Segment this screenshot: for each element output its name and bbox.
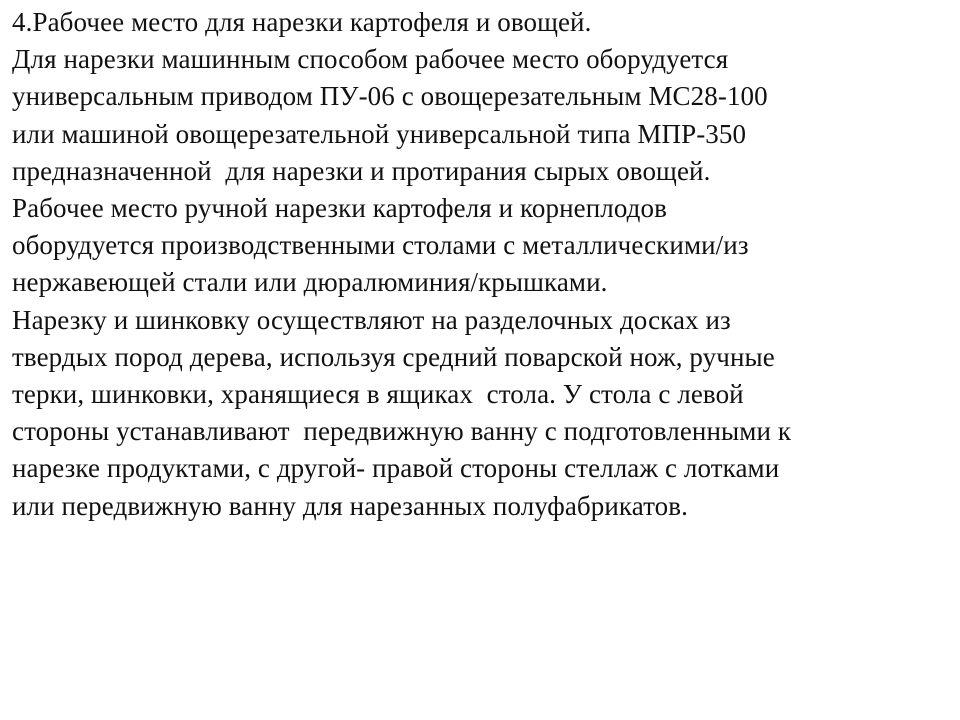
text-line: стороны устанавливают передвижную ванну с подготовленными к xyxy=(12,416,792,447)
text-line: универсальным приводом ПУ-06 с овощерезательным МС28-100 xyxy=(12,81,768,112)
text-line: нарезке продуктами, с другой- правой стороны стеллаж с лотками xyxy=(12,453,780,484)
text-line: предназначенной для нарезки и протирания сырых овощей. xyxy=(12,155,711,186)
body-text xyxy=(12,4,952,525)
text-line: Нарезку и шинковку осуществляют на разделочных досках из xyxy=(12,304,731,335)
text-line: Для нарезки машинным способом рабочее место оборудуется xyxy=(12,44,729,75)
text-line: терки, шинковки, хранящиеся в ящиках стола. У стола с левой xyxy=(12,379,744,410)
text-line: нержавеющей стали или дюралюминия/крышками. xyxy=(12,267,608,298)
text-line-heading: 4.Рабочее место для нарезки картофеля и овощей. xyxy=(12,7,592,37)
text-line: Рабочее место ручной нарезки картофеля и корнеплодов xyxy=(12,193,667,224)
text-line: или передвижную ванну для нарезанных полуфабрикатов. xyxy=(12,490,688,521)
text-line: или машиной овощерезательной универсальной типа МПР-350 xyxy=(12,118,747,149)
text-line: твердых пород дерева, используя средний поварской нож, ручные xyxy=(12,341,775,372)
text-line: оборудуется производственными столами с металлическими/из xyxy=(12,230,749,261)
